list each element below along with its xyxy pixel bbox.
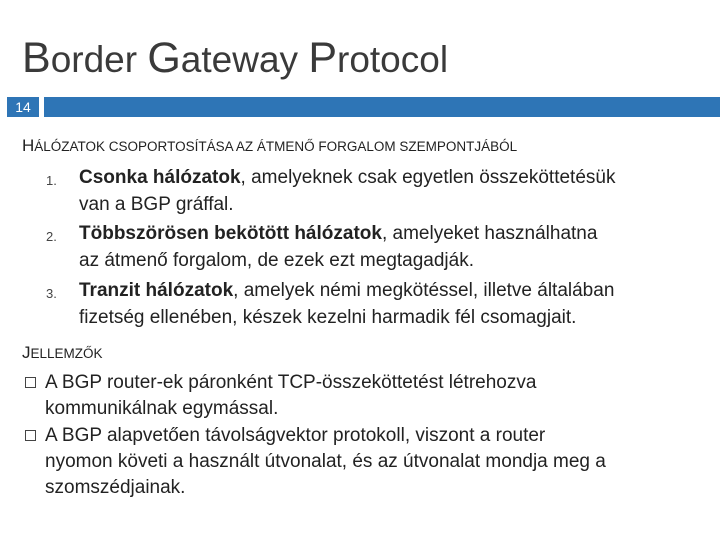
item-line2: fizetség ellenében, készek kezelni harmadik fél csomagjait.: [79, 307, 577, 328]
bullet-line2: nyomon követi a használt útvonalat, és az útvonalat mondja meg a: [45, 451, 606, 472]
item-bold-term: Tranzit hálózatok: [79, 280, 234, 301]
bullet-line2: kommunikálnak egymással.: [45, 398, 279, 419]
heading-rest: ELLEMZŐK: [30, 346, 103, 361]
item-number: 3.: [46, 286, 57, 301]
title-rest-2: ateway: [180, 39, 309, 80]
slide-title: [22, 34, 448, 83]
title-cap-1: B: [22, 34, 51, 82]
section-heading-networks: [22, 136, 517, 156]
heading-cap: J: [22, 343, 31, 362]
title-rest-3: rotocol: [337, 39, 449, 80]
item-text: [79, 277, 709, 304]
slide-number: 14: [7, 97, 39, 117]
bullet-line1: A BGP router-ek páronként TCP-összeköttetést létrehozva: [45, 372, 537, 393]
item-line2: az átmenő forgalom, de ezek ezt megtagadják.: [79, 250, 475, 271]
item-rest: , amelyeknek csak egyetlen összeköttetésük: [240, 167, 616, 188]
item-rest: , amelyeket használhatna: [381, 223, 598, 244]
section-heading-features: [22, 343, 103, 363]
item-line2: van a BGP gráffal.: [79, 194, 234, 215]
square-bullet-icon: [25, 430, 36, 441]
square-bullet-icon: [25, 377, 36, 388]
item-rest: , amelyek némi megkötéssel, illetve általában: [233, 280, 615, 301]
item-text: [79, 164, 709, 191]
item-text: [79, 220, 709, 247]
item-number: 2.: [46, 229, 57, 244]
heading-rest: ÁLÓZATOK CSOPORTOSÍTÁSA AZ ÁTMENŐ FORGALOM SZEMPONTJÁBÓL: [34, 139, 518, 154]
item-bold-term: Csonka hálózatok: [79, 167, 241, 188]
item-number: 1.: [46, 173, 57, 188]
title-rest-1: order: [50, 39, 148, 80]
header-bar: [44, 97, 720, 117]
title-cap-2: G: [147, 34, 181, 82]
bullet-line1: A BGP alapvetően távolságvektor protokoll, viszont a router: [45, 425, 546, 446]
heading-cap: H: [22, 136, 35, 155]
title-cap-3: P: [308, 34, 337, 82]
item-bold-term: Többszörösen bekötött hálózatok: [79, 223, 382, 244]
bullet-line3: szomszédjainak.: [45, 477, 186, 498]
